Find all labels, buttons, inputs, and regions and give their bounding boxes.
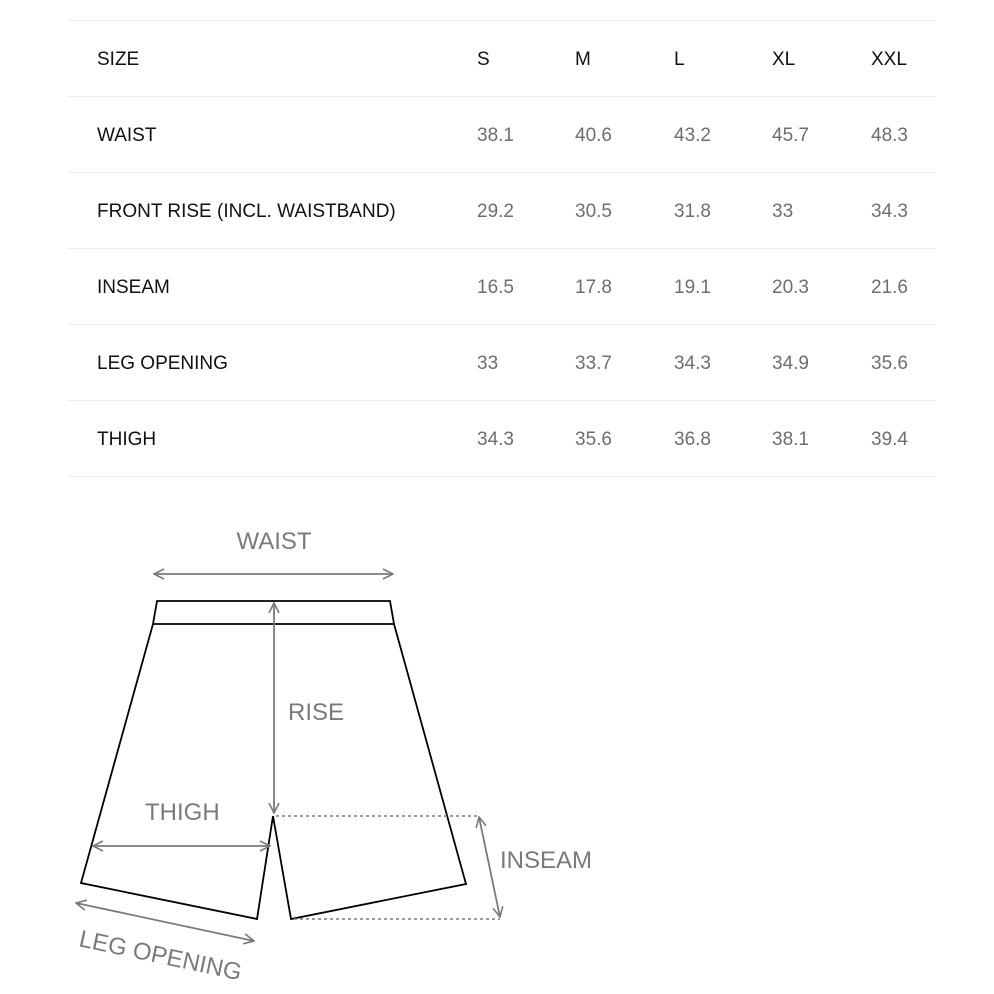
table-cell: 34.3 bbox=[477, 429, 514, 450]
table-cell: 33 bbox=[772, 201, 794, 222]
column-header-size: SIZE bbox=[97, 49, 140, 70]
column-header-l: L bbox=[674, 49, 685, 70]
table-cell: 31.8 bbox=[674, 201, 711, 222]
table-row-front-rise bbox=[68, 173, 936, 249]
table-cell: 35.6 bbox=[575, 429, 612, 450]
shorts-measurement-diagram bbox=[0, 500, 994, 994]
size-chart-table bbox=[68, 20, 936, 477]
table-cell: 34.3 bbox=[674, 353, 711, 374]
table-cell: 16.5 bbox=[477, 277, 514, 298]
thigh-label: THIGH bbox=[145, 799, 220, 826]
left-leg-shape bbox=[81, 624, 273, 919]
table-cell: 45.7 bbox=[772, 125, 809, 146]
table-cell: 48.3 bbox=[871, 125, 908, 146]
table-cell: 29.2 bbox=[477, 201, 514, 222]
table-cell: 34.3 bbox=[871, 201, 908, 222]
table-cell: 38.1 bbox=[477, 125, 514, 146]
table-row-waist bbox=[68, 97, 936, 173]
row-label: THIGH bbox=[97, 429, 157, 450]
leg-opening-label: LEG OPENING bbox=[76, 925, 245, 987]
row-label: INSEAM bbox=[97, 277, 170, 298]
table-cell: 40.6 bbox=[575, 125, 612, 146]
table-cell: 38.1 bbox=[772, 429, 809, 450]
table-cell: 39.4 bbox=[871, 429, 908, 450]
inseam-label: INSEAM bbox=[500, 847, 593, 874]
inseam-measure-line bbox=[479, 817, 500, 917]
column-header-xxl: XXL bbox=[871, 49, 907, 70]
table-cell: 17.8 bbox=[575, 277, 612, 298]
row-label: LEG OPENING bbox=[97, 353, 228, 374]
rise-label: RISE bbox=[288, 699, 345, 726]
column-header-m: M bbox=[575, 49, 591, 70]
table-cell: 33 bbox=[477, 353, 499, 374]
row-label: WAIST bbox=[97, 125, 157, 146]
table-cell: 35.6 bbox=[871, 353, 908, 374]
table-cell: 19.1 bbox=[674, 277, 711, 298]
row-label: FRONT RISE (INCL. WAISTBAND) bbox=[97, 201, 396, 222]
measurement-guides bbox=[76, 574, 500, 941]
table-cell: 36.8 bbox=[674, 429, 711, 450]
table-cell: 33.7 bbox=[575, 353, 612, 374]
shorts-diagram-svg bbox=[0, 500, 994, 994]
table-row-thigh bbox=[68, 401, 936, 477]
table-cell: 20.3 bbox=[772, 277, 809, 298]
column-header-s: S bbox=[477, 49, 490, 70]
table-cell: 21.6 bbox=[871, 277, 908, 298]
waist-label: WAIST bbox=[236, 528, 312, 555]
table-cell: 43.2 bbox=[674, 125, 711, 146]
right-leg-shape bbox=[273, 624, 466, 919]
table-cell: 30.5 bbox=[575, 201, 612, 222]
column-header-xl: XL bbox=[772, 49, 796, 70]
table-header-row bbox=[68, 21, 936, 97]
table-row-inseam bbox=[68, 249, 936, 325]
table-row-leg-opening bbox=[68, 325, 936, 401]
table-cell: 34.9 bbox=[772, 353, 809, 374]
